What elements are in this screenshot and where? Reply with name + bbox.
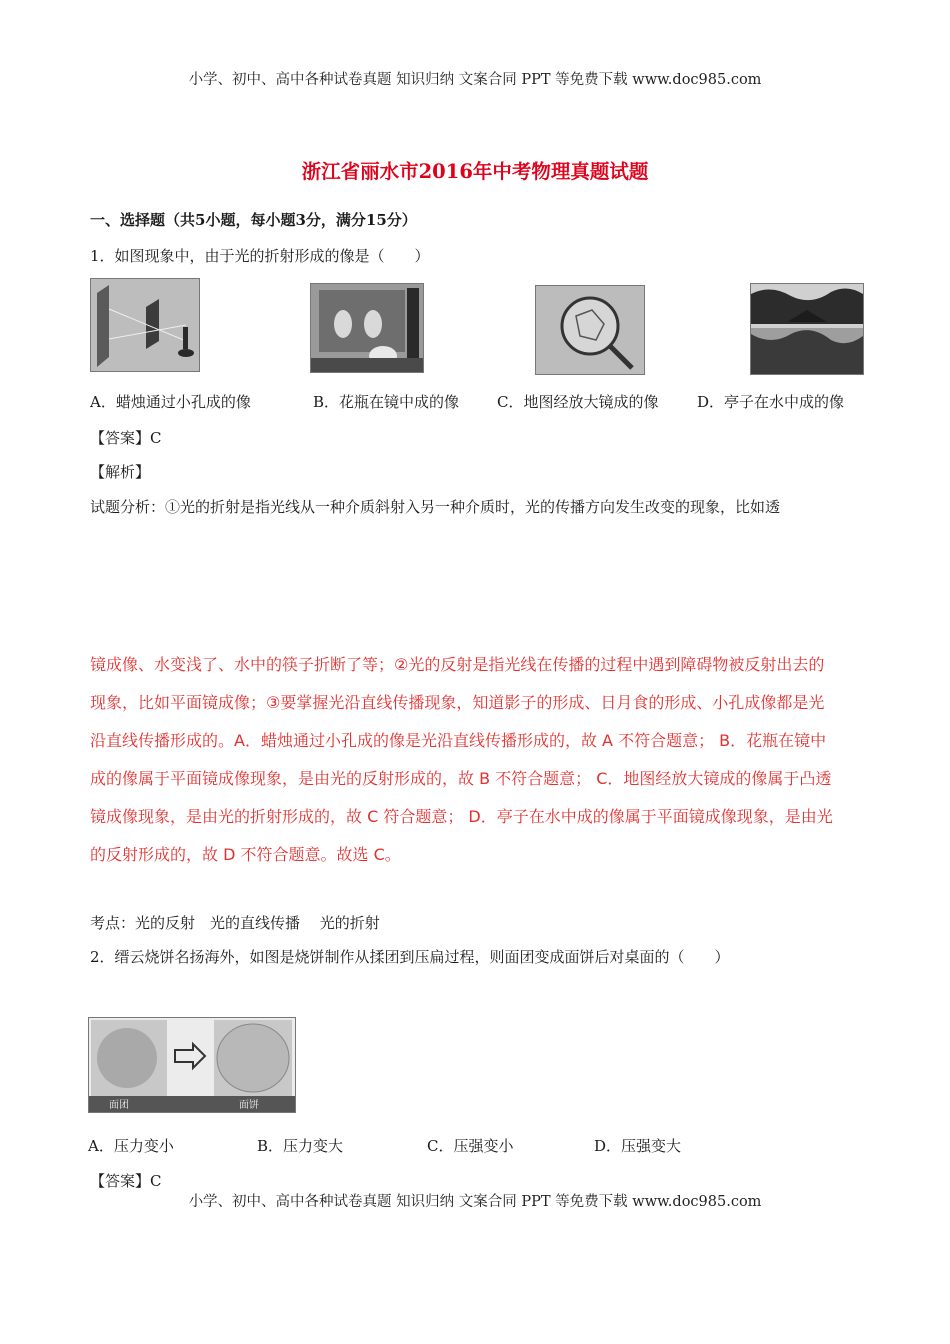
q1-figure-c: [535, 285, 645, 375]
q1-stem: 1．如图现象中，由于光的折射形成的像是（ ）: [90, 247, 430, 265]
q1-figure-a: [90, 278, 200, 372]
analysis-line: 镜成像现象，是由光的折射形成的，故 C 符合题意； D．亭子在水中成的像属于平面镜成像现象，是由光: [90, 807, 833, 826]
q1-option-a: A．蜡烛通过小孔成的像: [90, 393, 251, 411]
q2-stem: 2．缙云烧饼名扬海外，如图是烧饼制作从揉团到压扁过程，则面团变成面饼后对桌面的（ ）: [90, 948, 730, 966]
page-header: 小学、初中、高中各种试卷真题 知识归纳 文案合同 PPT 等免费下载 www.doc985.com: [188, 72, 762, 88]
q1-option-c: C．地图经放大镜成的像: [497, 393, 659, 411]
q2-figure: [88, 1017, 296, 1113]
q2-fig-label-dough: 面团: [109, 1100, 129, 1111]
q1-answer: 【答案】C: [90, 429, 162, 447]
q1-kaodian: 考点：光的反射 光的直线传播 光的折射: [90, 914, 380, 932]
analysis-line: 沿直线传播形成的。A．蜡烛通过小孔成的像是光沿直线传播形成的，故 A 不符合题意； B．花瓶在镜中: [90, 731, 827, 750]
q1-option-b: B．花瓶在镜中成的像: [313, 393, 460, 411]
q2-option-d: D．压强变大: [594, 1137, 682, 1155]
q1-figure-b: [310, 283, 424, 373]
q1-analysis-label: 【解析】: [90, 463, 151, 481]
q1-analysis-first-line: 试题分析：①光的折射是指光线从一种介质斜射入另一种介质时，光的传播方向发生改变的现象，比如透: [90, 498, 781, 516]
section-heading: 一、选择题（共5小题，每小题3分，满分15分）: [90, 211, 417, 229]
analysis-line: 成的像属于平面镜成像现象，是由光的反射形成的，故 B 不符合题意； C．地图经放大镜成的像属于凸透: [90, 769, 832, 788]
q2-option-a: A．压力变小: [88, 1137, 174, 1155]
q1-option-d: D．亭子在水中成的像: [697, 393, 845, 411]
q1-analysis-red-text: [90, 646, 880, 874]
page-footer: 小学、初中、高中各种试卷真题 知识归纳 文案合同 PPT 等免费下载 www.doc985.com: [188, 1194, 762, 1210]
q2-option-b: B．压力变大: [257, 1137, 344, 1155]
analysis-line: 镜成像、水变浅了、水中的筷子折断了等；②光的反射是指光线在传播的过程中遇到障碍物被反射出去的: [90, 655, 825, 674]
q2-fig-label-cake: 面饼: [239, 1100, 259, 1111]
page-title: 浙江省丽水市2016年中考物理真题试题: [301, 160, 649, 183]
q2-answer: 【答案】C: [90, 1172, 162, 1190]
q2-option-c: C．压强变小: [427, 1137, 514, 1155]
q1-figure-d: [750, 283, 864, 375]
analysis-line: 现象，比如平面镜成像；③要掌握光沿直线传播现象，知道影子的形成、日月食的形成、小孔成像都是光: [90, 693, 825, 712]
analysis-line: 的反射形成的，故 D 不符合题意。故选 C。: [90, 845, 401, 864]
